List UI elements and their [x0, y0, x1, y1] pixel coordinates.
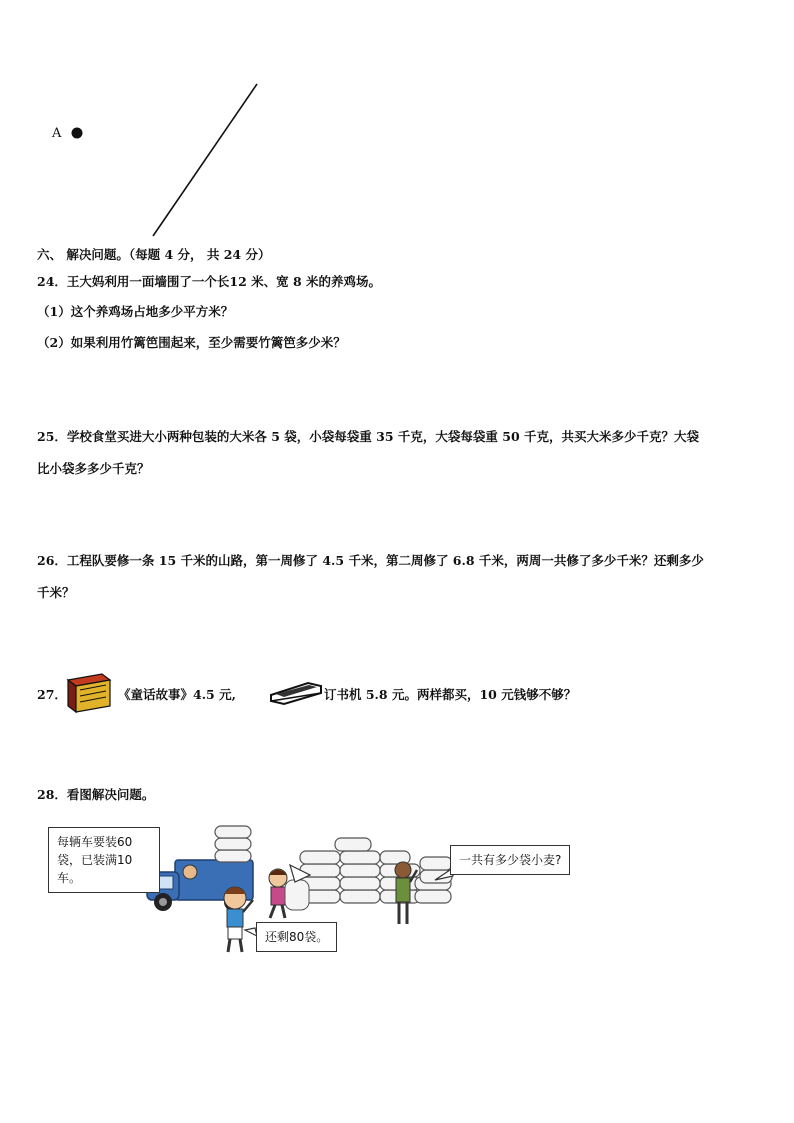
storybook-icon — [64, 672, 114, 714]
bubble-remaining: 还剩80袋。 — [256, 922, 337, 952]
q27-number: 27． — [37, 687, 67, 702]
q27-item2: 订书机 5.8 元。两样都买，10 元钱够不够？ — [324, 687, 577, 702]
q25-line1: 25．学校食堂买进大小两种包装的大米各 5 袋，小袋每袋重 35 千克，大袋每袋重 50 千克，共买大米多少千克？大袋 — [37, 429, 699, 444]
stapler-icon — [268, 677, 324, 707]
sack-pile — [300, 838, 452, 903]
bubble-truck: 每辆车要装60袋，已装满10车。 — [48, 827, 160, 893]
point-a-label: A — [52, 126, 62, 141]
geometry-figure — [0, 0, 794, 260]
q25-line2: 比小袋多多少千克？ — [37, 461, 150, 476]
q24-part1: （1）这个养鸡场占地多少平方米？ — [37, 304, 234, 319]
q24-part2: （2）如果利用竹篱笆围起来，至少需要竹篱笆多少米？ — [37, 335, 346, 350]
truck-sacks — [215, 826, 251, 862]
slanted-line — [153, 84, 257, 236]
q26-line1: 26．工程队要修一条 15 千米的山路，第一周修了 4.5 千米，第二周修了 6.8 千米，两周一共修了多少千米？还剩多少 — [37, 553, 704, 568]
q28-title: 28．看图解决问题。 — [37, 787, 155, 802]
bubble-total-question: 一共有多少袋小麦? — [450, 845, 570, 875]
q26-line2: 千米？ — [37, 585, 75, 600]
q24-stem: 24．王大妈利用一面墙围了一个长12 米、宽 8 米的养鸡场。 — [37, 274, 382, 289]
wheat-scene — [135, 820, 595, 960]
point-a-dot — [72, 128, 83, 139]
section-6-title: 六、 解决问题。（每题 4 分， 共 24 分） — [37, 247, 271, 262]
q27-item1: 《童话故事》4.5 元, — [118, 687, 236, 702]
